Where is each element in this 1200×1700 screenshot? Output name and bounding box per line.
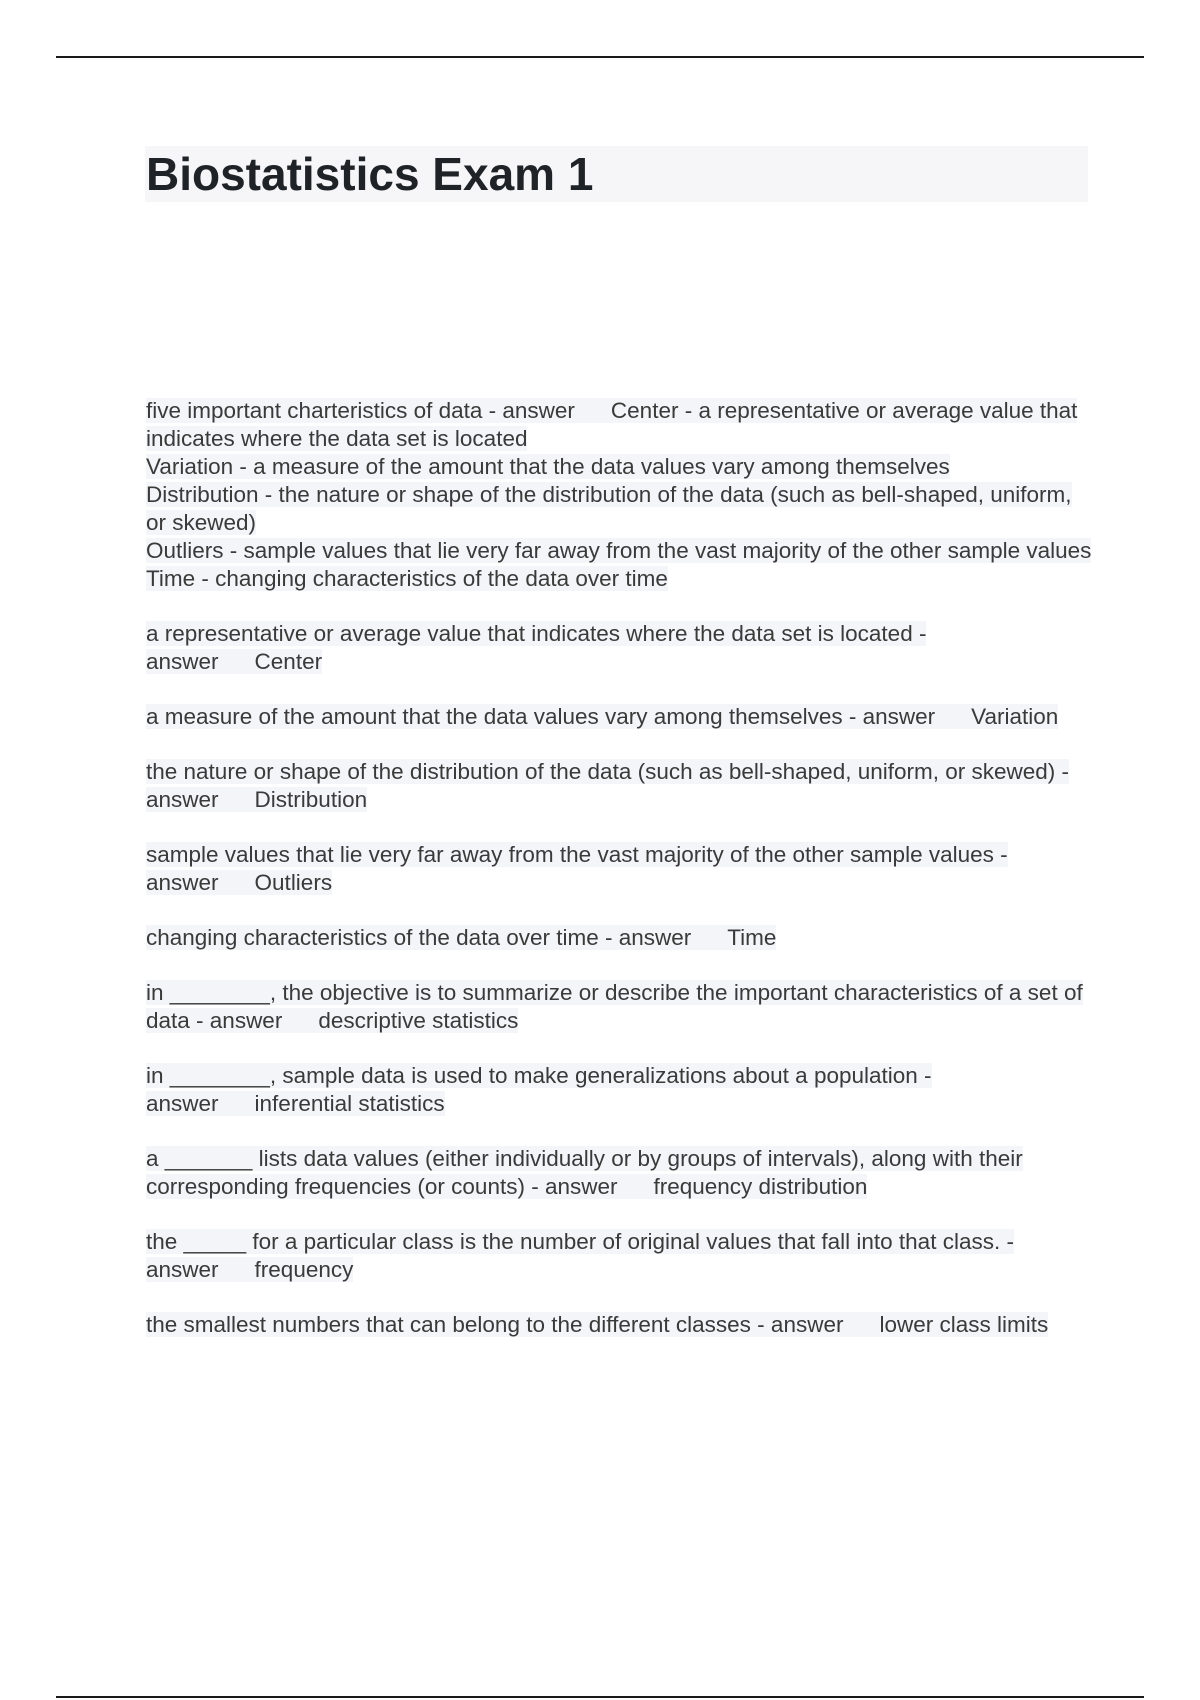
answer-text: frequency distribution (653, 1174, 868, 1199)
question-text: the _____ for a particular class is the number of original values that fall into that class. - answer (146, 1229, 1014, 1282)
flashcard-2 (146, 620, 1096, 676)
answer-line: Outliers - sample values that lie very far away from the vast majority of the other sample values (146, 538, 1092, 563)
answer-line: Time - changing characteristics of the data over time (146, 566, 668, 591)
document-title: Biostatistics Exam 1 (146, 148, 594, 200)
answer-text: Variation (971, 704, 1059, 729)
answer-text: Outliers (254, 870, 333, 895)
question-text: changing characteristics of the data over time - answer (146, 925, 692, 950)
flashcard-11 (146, 1311, 1096, 1339)
answer-text: lower class limits (879, 1312, 1049, 1337)
answer-text: inferential statistics (254, 1091, 445, 1116)
answer-text: frequency (254, 1257, 354, 1282)
answer-line: Center - a representative or average value that indicates where the data set is located (146, 398, 1078, 451)
flashcard-5 (146, 841, 1096, 897)
question-text: a representative or average value that indicates where the data set is located - answer (146, 621, 927, 674)
answer-text: Distribution (254, 787, 368, 812)
flashcard-3 (146, 703, 1096, 731)
bottom-rule (56, 1696, 1144, 1698)
answer-text: descriptive statistics (318, 1008, 519, 1033)
flashcard-8 (146, 1062, 1096, 1118)
question-text: the nature or shape of the distribution of the data (such as bell-shaped, uniform, or skewed) - answer (146, 759, 1070, 812)
question-text: five important charteristics of data - answer (146, 398, 575, 423)
question-text: the smallest numbers that can belong to the different classes - answer (146, 1312, 844, 1337)
top-rule (56, 56, 1144, 58)
question-text: in ________, sample data is used to make generalizations about a population - answer (146, 1063, 932, 1116)
flashcard-7 (146, 979, 1096, 1035)
answer-text: Center (254, 649, 323, 674)
flashcard-1 (146, 397, 1096, 593)
question-text: a measure of the amount that the data values vary among themselves - answer (146, 704, 936, 729)
answer-line: Distribution - the nature or shape of the distribution of the data (such as bell-shaped, uniform, or skewed) (146, 482, 1072, 535)
question-text: sample values that lie very far away from the vast majority of the other sample values - answer (146, 842, 1008, 895)
flashcard-4 (146, 758, 1096, 814)
answer-text: Time (727, 925, 777, 950)
flashcard-9 (146, 1145, 1096, 1201)
question-text: in ________, the objective is to summarize or describe the important characteristics of a set of data - answer (146, 980, 1083, 1033)
answer-line: Variation - a measure of the amount that the data values vary among themselves (146, 454, 950, 479)
flashcard-6 (146, 924, 1096, 952)
flashcard-10 (146, 1228, 1096, 1284)
flashcard-list (146, 397, 1096, 1366)
question-text: a _______ lists data values (either individually or by groups of intervals), along with their corresponding frequencies (or counts) - answer (146, 1146, 1023, 1199)
